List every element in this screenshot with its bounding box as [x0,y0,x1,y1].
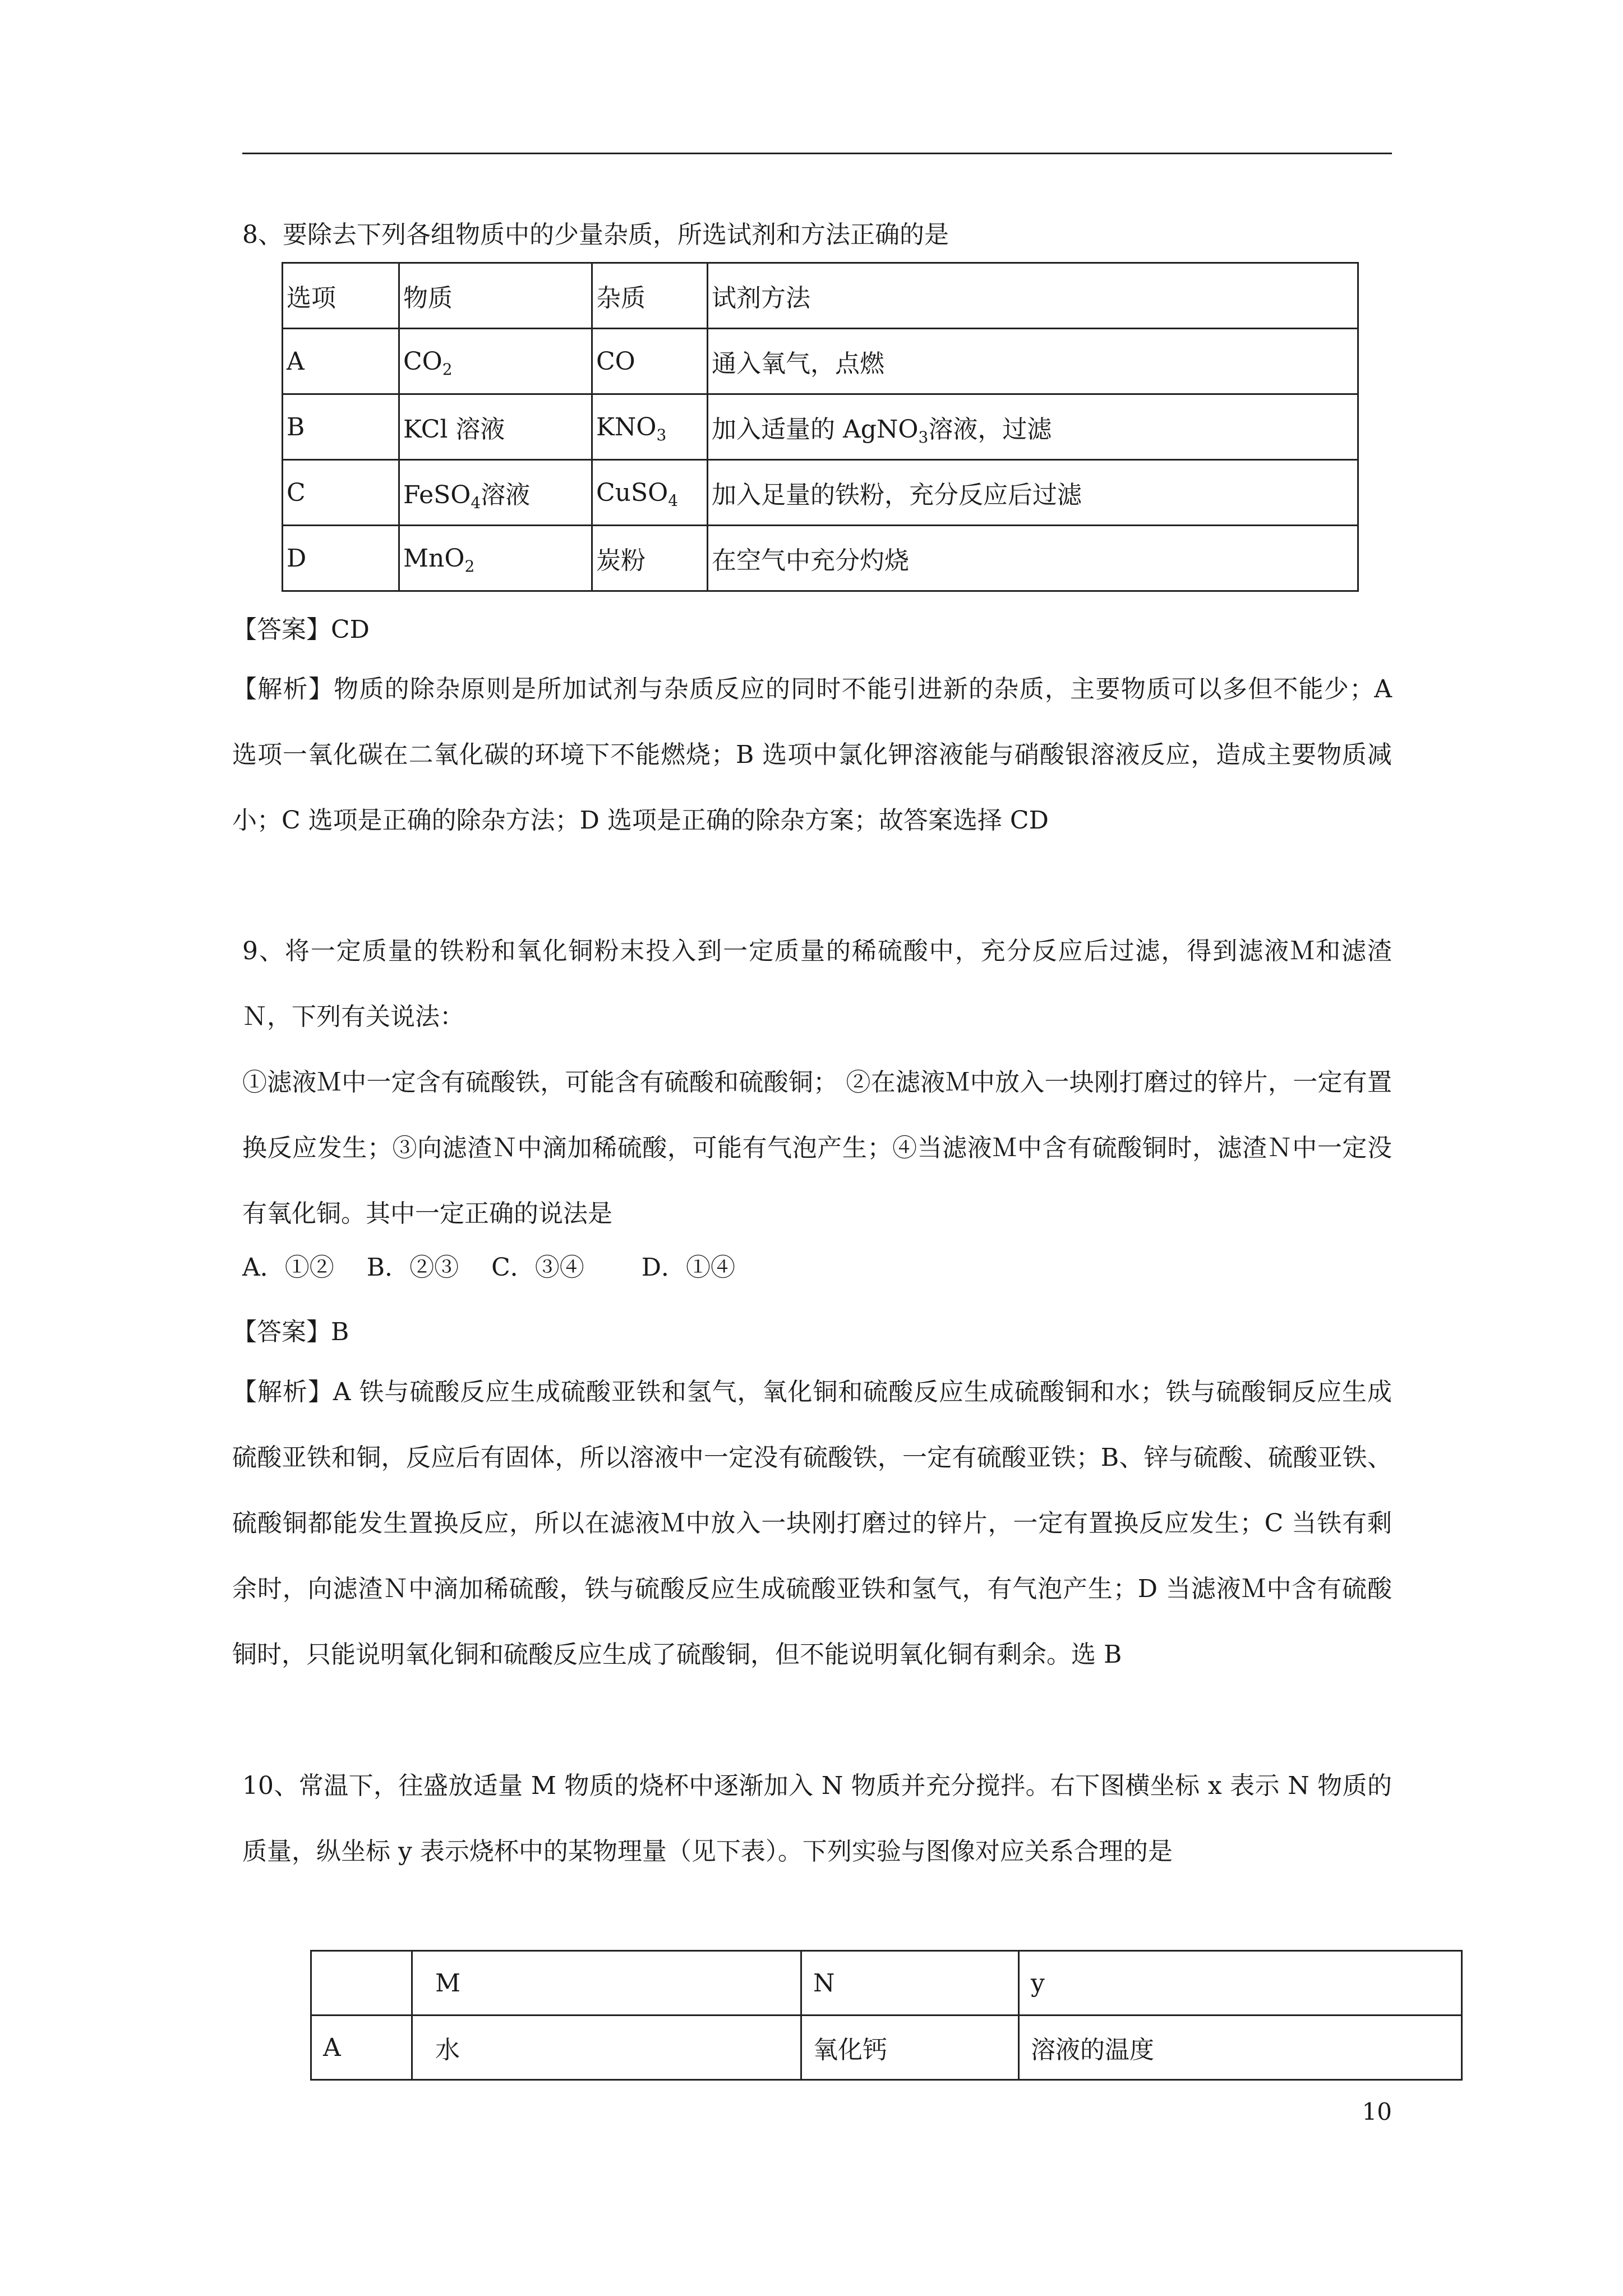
header-cell: 选项 [283,263,399,329]
q9-statements: ①滤液Ｍ中一定含有硫酸铁，可能含有硫酸和硫酸铜； ②在滤液Ｍ中放入一块刚打磨过的锌片，一定有置换反应发生；③向滤渣Ｎ中滴加稀硫酸，可能有气泡产生；④当滤液Ｍ中含有硫酸铜时，滤渣Ｎ中一定没有氧化铜。其中一定正确的说法是 [242,1068,1392,1228]
header-cell: N [801,1951,1019,2016]
header-cell: 物质 [399,263,592,329]
header-cell: M [412,1951,801,2016]
header-cell: 杂质 [592,263,708,329]
method-cell: 加入足量的铁粉，充分反应后过滤 [708,460,1358,526]
option-cell: D [283,526,399,591]
table-row [283,394,1358,460]
q9-options: A．①② B．②③ C．③④ D．①④ [242,1253,736,1282]
m-cell: 水 [412,2016,801,2080]
y-cell: 溶液的温度 [1019,2016,1462,2080]
q9-answer: 【答案】B [232,1318,349,1346]
q10-title: 10、常温下，往盛放适量 M 物质的烧杯中逐渐加入 N 物质并充分搅拌。右下图横坐标 x 表示 N 物质的质量，纵坐标 y 表示烧杯中的某物理量（见下表）。下列实验与图像对应关系合理的是 [242,1772,1392,1866]
substance-cell: FeSO$_4$溶液 [399,460,592,526]
page-number: 10 [1362,2098,1392,2125]
header-rule [242,153,1392,154]
q9-analysis: 【解析】A 铁与硫酸反应生成硫酸亚铁和氢气，氧化铜和硫酸反应生成硫酸铜和水；铁与硫酸铜反应生成硫酸亚铁和铜，反应后有固体，所以溶液中一定没有硫酸铁，一定有硫酸亚铁；B、锌与硫酸、硫酸亚铁、硫酸铜都能发生置换反应，所以在滤液Ｍ中放入一块刚打磨过的锌片，一定有置换反应发生；C 当铁有剩余时，向滤渣Ｎ中滴加稀硫酸，铁与硫酸反应生成硫酸亚铁和氢气，有气泡产生；D 当滤液Ｍ中含有硫酸铜时，只能说明氧化铜和硫酸反应生成了硫酸铜，但不能说明氧化铜有剩余。选 B [232,1378,1392,1669]
method-cell: 在空气中充分灼烧 [708,526,1358,591]
table-row [283,526,1358,591]
table-row [283,460,1358,526]
impurity-cell: CO [592,329,708,394]
q9-title: 9、将一定质量的铁粉和氧化铜粉末投入到一定质量的稀硫酸中，充分反应后过滤，得到滤液Ｍ和滤渣Ｎ，下列有关说法： [242,937,1392,1031]
option-cell: B [283,394,399,460]
header-cell: 试剂方法 [708,263,1358,329]
q8-answer: 【答案】CD [232,615,370,644]
substance-cell: MnO$_2$ [399,526,592,591]
q8-table-header [283,263,1358,329]
option-cell: C [283,460,399,526]
header-cell [311,1951,412,2016]
impurity-cell: 炭粉 [592,526,708,591]
n-cell: 氧化钙 [801,2016,1019,2080]
method-cell: 加入适量的 AgNO$_3$溶液，过滤 [708,394,1358,460]
q10-table [310,1950,1463,2081]
option-cell: A [283,329,399,394]
q8-table [282,262,1359,592]
option-cell: A [311,2016,412,2080]
method-cell: 通入氧气，点燃 [708,329,1358,394]
q8-title: 8、要除去下列各组物质中的少量杂质，所选试剂和方法正确的是 [242,220,949,249]
impurity-cell: CuSO$_4$ [592,460,708,526]
substance-cell: $CO_2$ [399,329,592,394]
table-row [311,2016,1462,2080]
header-cell: y [1019,1951,1462,2016]
impurity-cell: $KNO_3$ [592,394,708,460]
substance-cell: KCl 溶液 [399,394,592,460]
q10-table-header [311,1951,1462,2016]
table-row [283,329,1358,394]
q8-analysis: 【解析】物质的除杂原则是所加试剂与杂质反应的同时不能引进新的杂质，主要物质可以多但不能少；A 选项一氧化碳在二氧化碳的环境下不能燃烧；B 选项中氯化钾溶液能与硝酸银溶液反应，造成主要物质减小；C 选项是正确的除杂方法；D 选项是正确的除杂方案；故答案选择 CD [232,675,1392,835]
